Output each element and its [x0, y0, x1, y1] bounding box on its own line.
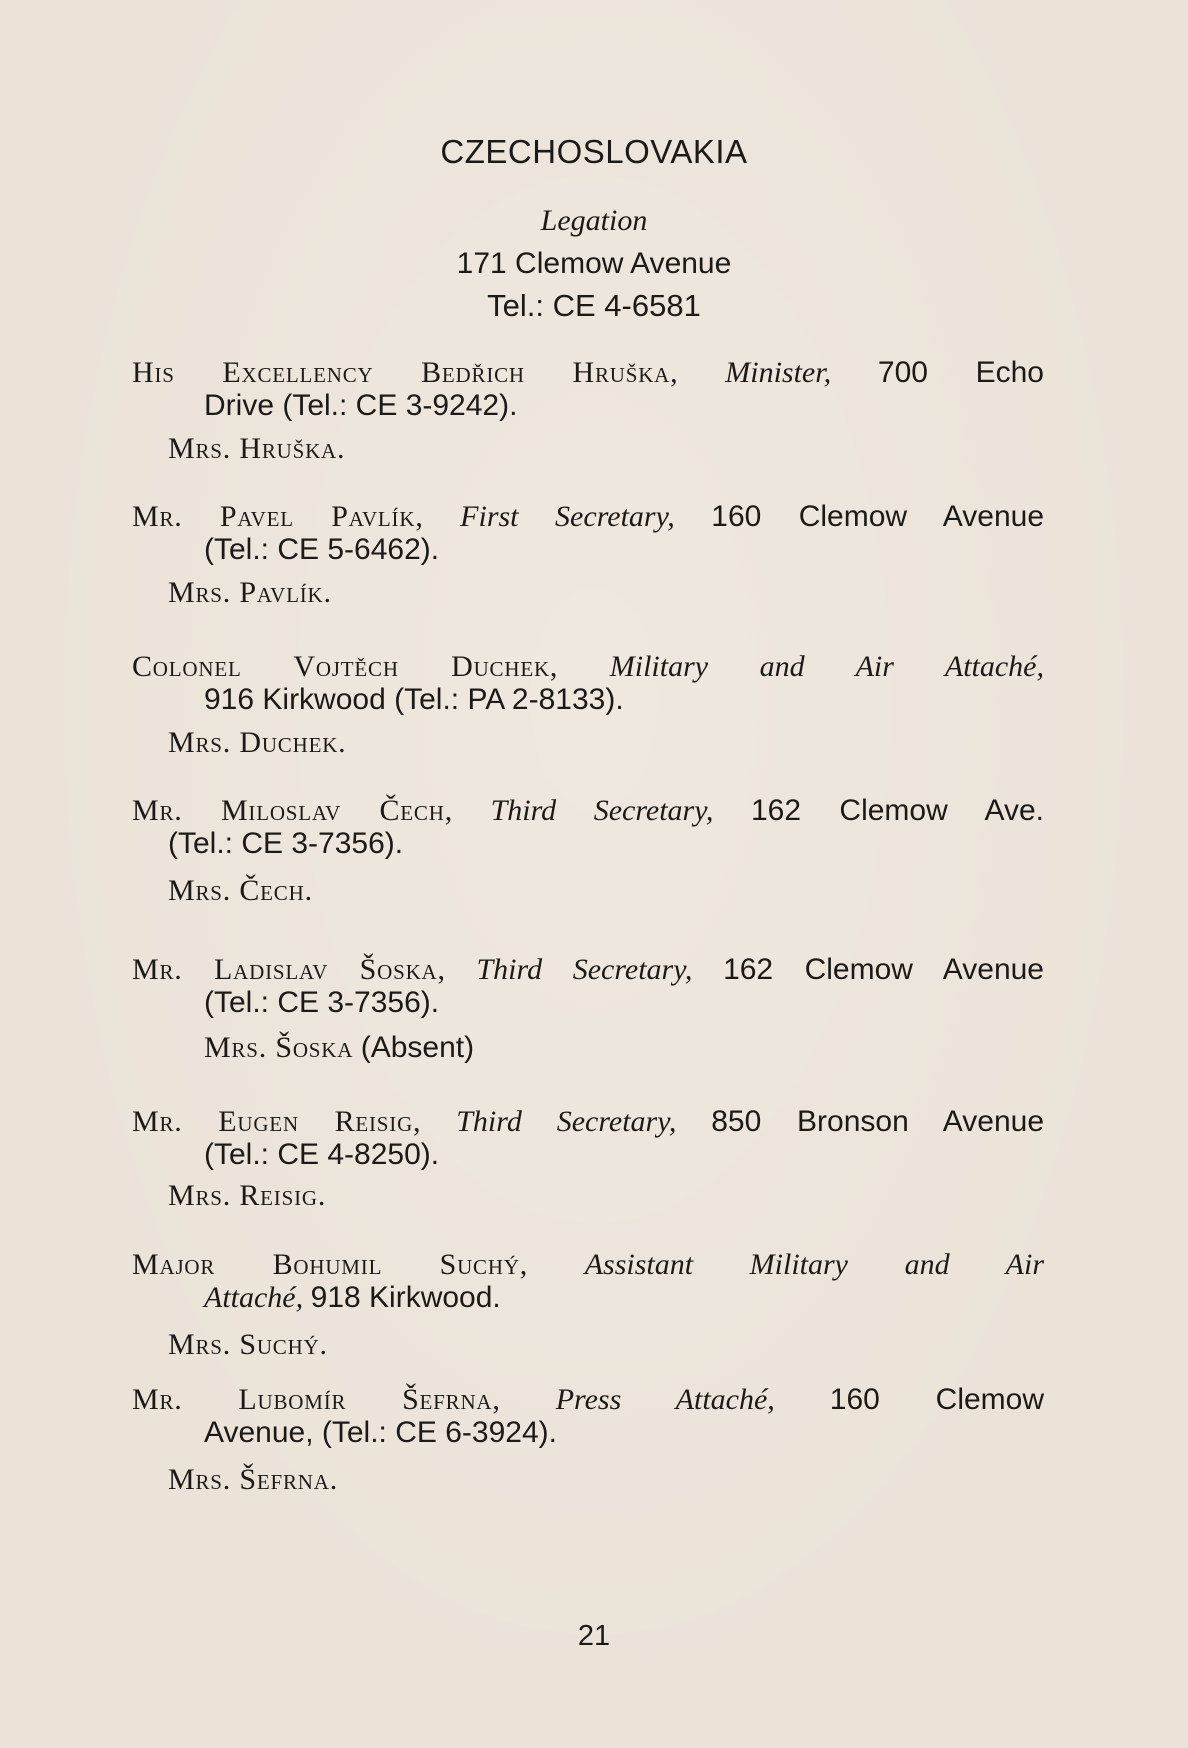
legation-telephone: Tel.: CE 4-6581: [487, 288, 701, 323]
staff-role: Military and Air Attaché,: [609, 650, 1045, 683]
staff-entry: [132, 500, 1044, 609]
spouse-name: Mrs. Čech.: [168, 874, 313, 907]
spouse-name: Mrs. Šefrna.: [168, 1463, 338, 1496]
staff-role: Third Secretary,: [476, 953, 693, 986]
staff-address-cont: (Tel.: CE 3-7356).: [204, 986, 440, 1019]
staff-role-cont: Attaché,: [204, 1281, 304, 1314]
entry-first-line: [132, 1383, 1044, 1416]
staff-role: Press Attaché,: [555, 1383, 775, 1416]
staff-name: His Excellency Bedřich Hruška,: [132, 356, 679, 389]
spouse-name: Mrs. Reisig.: [168, 1179, 327, 1212]
staff-address: 162 Clemow Ave.: [750, 794, 1044, 827]
staff-entry: [132, 1383, 1044, 1496]
page-number: 21: [577, 1620, 611, 1652]
staff-name: Mr. Eugen Reisig,: [132, 1105, 422, 1138]
staff-address-cont: (Tel.: CE 4-8250).: [204, 1138, 440, 1171]
entry-first-line: [132, 794, 1044, 827]
entry-first-line: [132, 1248, 1044, 1281]
staff-role: Assistant Military and Air: [584, 1248, 1044, 1281]
staff-address-cont: (Tel.: CE 3-7356).: [168, 827, 404, 860]
staff-entry: [132, 356, 1044, 465]
staff-name: Colonel Vojtěch Duchek,: [132, 650, 559, 683]
staff-role: First Secretary,: [460, 500, 675, 533]
staff-name: Major Bohumil Suchý,: [132, 1248, 529, 1281]
staff-address-cont: Drive (Tel.: CE 3-9242).: [204, 389, 518, 422]
entry-first-line: [132, 356, 1044, 389]
staff-name: Mr. Ladislav Šoska,: [132, 953, 446, 986]
staff-address: 700 Echo: [877, 356, 1044, 389]
staff-entry: [132, 1248, 1044, 1361]
staff-address: 850 Bronson Avenue: [711, 1105, 1045, 1138]
spouse-name: Mrs. Duchek.: [168, 726, 347, 759]
staff-address-cont: Avenue, (Tel.: CE 6-3924).: [204, 1416, 557, 1449]
country-heading: CZECHOSLOVAKIA: [440, 133, 748, 170]
staff-entry: [132, 650, 1044, 759]
legation-address: 171 Clemow Avenue: [456, 247, 732, 280]
staff-entry: [132, 1105, 1044, 1212]
spouse-name: Mrs. Pavlík.: [168, 576, 332, 609]
staff-role: Third Secretary,: [490, 794, 714, 827]
staff-name: Mr. Miloslav Čech,: [132, 794, 454, 827]
entry-second-line: [132, 1281, 1044, 1314]
spouse-note: (Absent): [360, 1031, 475, 1064]
staff-address: 162 Clemow Avenue: [723, 953, 1044, 986]
entry-first-line: [132, 1105, 1044, 1138]
staff-entry: [132, 794, 1044, 907]
mission-type: Legation: [540, 204, 648, 237]
staff-entry: [132, 953, 1044, 1064]
entry-first-line: [132, 650, 1044, 683]
staff-address: 160 Clemow: [829, 1383, 1045, 1416]
staff-address-cont: 916 Kirkwood (Tel.: PA 2-8133).: [204, 683, 624, 716]
spouse-name: Mrs. Suchý.: [168, 1328, 328, 1361]
spouse-name: Mrs. Hruška.: [168, 432, 346, 465]
staff-name: Mr. Lubomír Šefrna,: [132, 1383, 501, 1416]
staff-address-cont: (Tel.: CE 5-6462).: [204, 533, 440, 566]
staff-role: Third Secretary,: [456, 1105, 677, 1138]
staff-name: Mr. Pavel Pavlík,: [132, 500, 424, 533]
staff-address-cont: 918 Kirkwood.: [310, 1281, 501, 1314]
spouse-name: Mrs. Šoska: [204, 1031, 354, 1064]
spouse-line: [132, 1031, 1044, 1064]
staff-address: 160 Clemow Avenue: [711, 500, 1045, 533]
entry-first-line: [132, 500, 1044, 533]
staff-role: Minister,: [725, 356, 832, 389]
entry-first-line: [132, 953, 1044, 986]
